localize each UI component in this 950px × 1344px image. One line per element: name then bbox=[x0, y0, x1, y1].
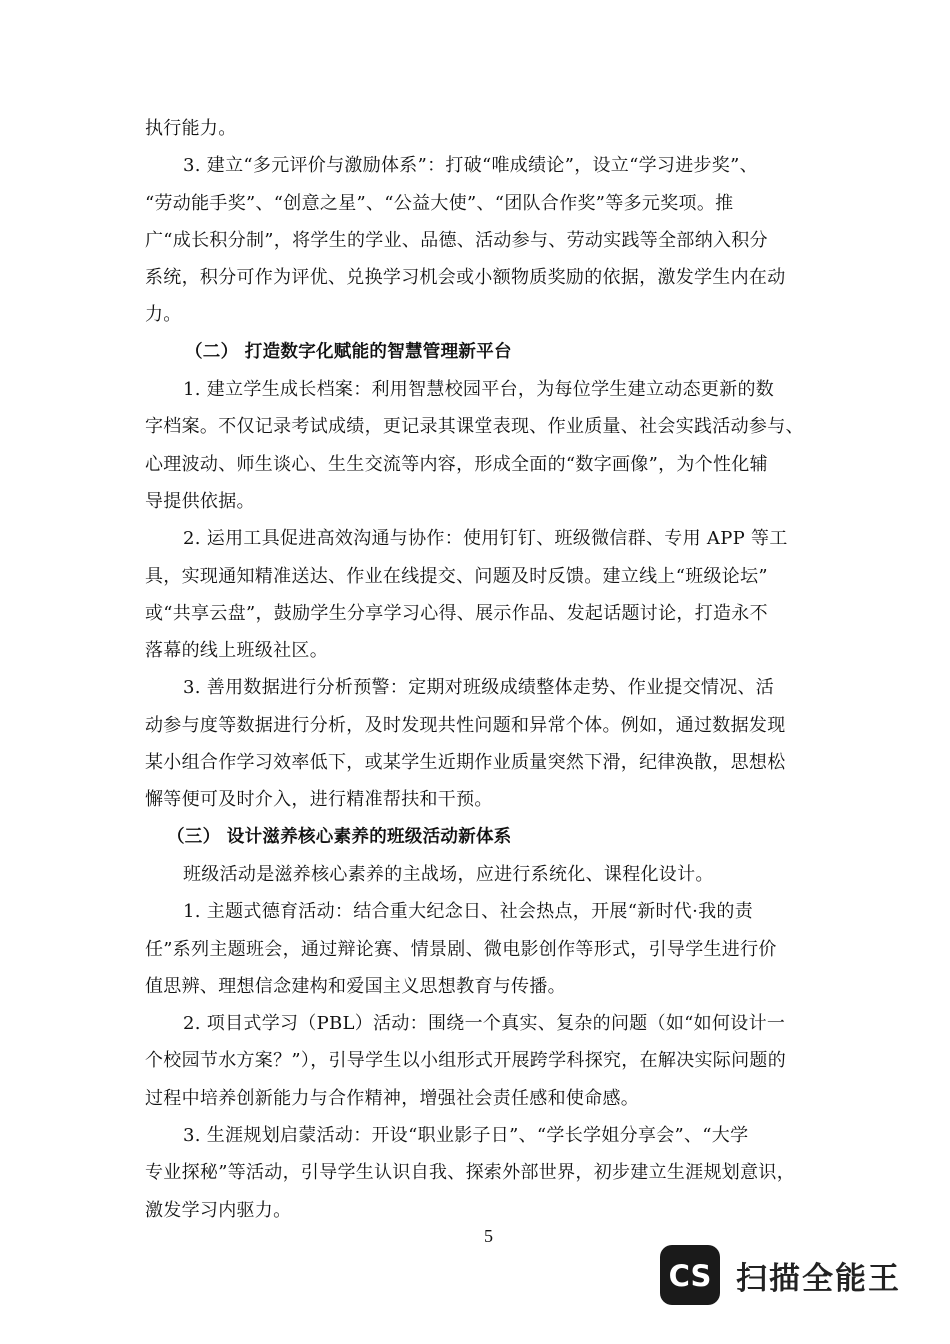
text-line: 值思辨、理想信念建构和爱国主义思想教育与传播。 bbox=[145, 975, 566, 997]
text-line: 2. 项目式学习（PBL）活动：围绕一个真实、复杂的问题（如“如何设计一 bbox=[183, 1013, 786, 1035]
cs-logo-mark bbox=[664, 1255, 716, 1295]
text-line: 3. 建立“多元评价与激励体系”：打破“唯成绩论”，设立“学习进步奖”、 bbox=[183, 155, 758, 177]
text-line: 广“成长积分制”，将学生的学业、品德、活动参与、劳动实践等全部纳入积分 bbox=[145, 229, 768, 251]
camscanner-watermark bbox=[660, 1244, 901, 1306]
section-heading: （二） 打造数字化赋能的智慧管理新平台 bbox=[185, 341, 512, 362]
camscanner-logo-icon bbox=[660, 1245, 720, 1305]
text-line: 过程中培养创新能力与合作精神，增强社会责任感和使命感。 bbox=[145, 1087, 640, 1109]
text-line: 班级活动是滋养核心素养的主战场，应进行系统化、课程化设计。 bbox=[183, 863, 714, 885]
text-line: 3. 善用数据进行分析预警：定期对班级成绩整体走势、作业提交情况、活 bbox=[183, 677, 775, 699]
text-line: 懈等便可及时介入，进行精准帮扶和干预。 bbox=[145, 789, 493, 811]
text-line: 字档案。不仅记录考试成绩，更记录其课堂表现、作业质量、社会实践活动参与、 bbox=[145, 416, 804, 438]
text-line: 动参与度等数据进行分析，及时发现共性问题和异常个体。例如，通过数据发现 bbox=[145, 714, 786, 736]
text-line: 或“共享云盘”，鼓励学生分享学习心得、展示作品、发起话题讨论，打造永不 bbox=[145, 602, 768, 624]
section-heading: （三） 设计滋养核心素养的班级活动新体系 bbox=[167, 826, 512, 847]
text-line: 3. 生涯规划启蒙活动：开设“职业影子日”、“学长学姐分享会”、“大学 bbox=[183, 1125, 749, 1147]
text-line: 具，实现通知精准送达、作业在线提交、问题及时反馈。建立线上“班级论坛” bbox=[145, 565, 768, 587]
text-line: 系统，积分可作为评优、兑换学习机会或小额物质奖励的依据，激发学生内在动 bbox=[145, 267, 786, 289]
text-line: 个校园节水方案？”），引导学生以小组形式开展跨学科探究，在解决实际问题的 bbox=[145, 1050, 786, 1072]
camscanner-app-name: 扫描全能王 bbox=[736, 1260, 901, 1297]
text-line: 专业探秘”等活动，引导学生认识自我、探索外部世界，初步建立生涯规划意识， bbox=[145, 1162, 795, 1184]
text-line: 1. 建立学生成长档案：利用智慧校园平台，为每位学生建立动态更新的数 bbox=[183, 379, 775, 401]
text-line: 任”系列主题班会，通过辩论赛、情景剧、微电影创作等形式，引导学生进行价 bbox=[145, 938, 777, 960]
text-line: 1. 主题式德育活动：结合重大纪念日、社会热点，开展“新时代·我的责 bbox=[183, 901, 754, 923]
text-line: “劳动能手奖”、“创意之星”、“公益大使”、“团队合作奖”等多元奖项。推 bbox=[145, 192, 734, 214]
text-line: 2. 运用工具促进高效沟通与协作：使用钉钉、班级微信群、专用 APP 等工 bbox=[183, 528, 788, 550]
logo-text: CS bbox=[668, 1259, 712, 1293]
text-line: 力。 bbox=[145, 304, 182, 326]
page-number: 5 bbox=[484, 1226, 493, 1246]
text-line: 激发学习内驱力。 bbox=[145, 1199, 292, 1221]
text-line: 执行能力。 bbox=[145, 118, 237, 139]
document-body bbox=[145, 110, 810, 1229]
text-line: 某小组合作学习效率低下，或某学生近期作业质量突然下滑，纪律涣散，思想松 bbox=[145, 752, 786, 774]
text-line: 导提供依据。 bbox=[145, 490, 255, 512]
text-line: 落幕的线上班级社区。 bbox=[145, 640, 328, 662]
text-line: 心理波动、师生谈心、生生交流等内容，形成全面的“数字画像”，为个性化辅 bbox=[145, 453, 768, 475]
